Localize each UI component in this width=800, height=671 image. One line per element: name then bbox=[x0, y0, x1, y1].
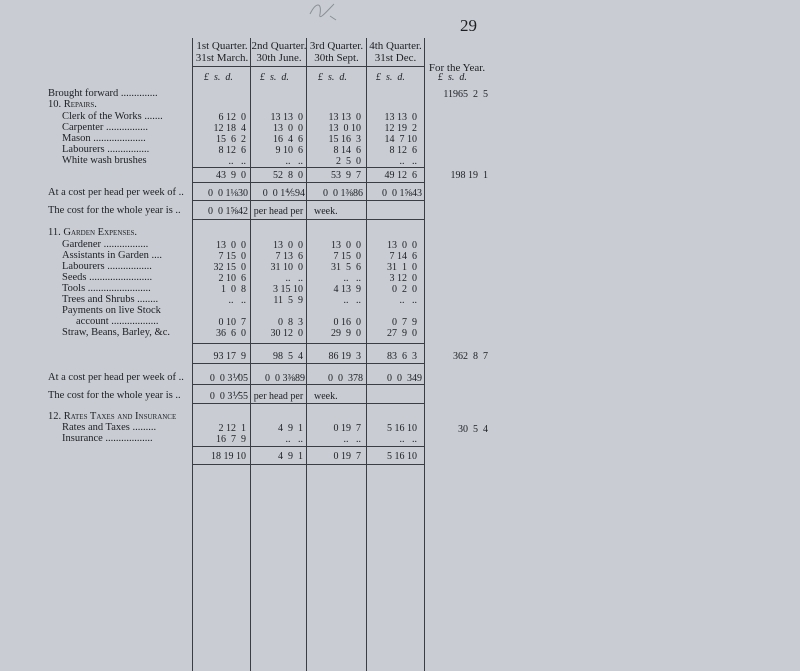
q1-value: 36 6 0 bbox=[216, 328, 246, 339]
column-divider bbox=[192, 38, 193, 671]
q3-value: 0 16 0 bbox=[333, 317, 361, 328]
q4-value: 14 7 10 bbox=[384, 134, 417, 145]
q3-value: 4 13 9 bbox=[333, 284, 361, 295]
note: week. bbox=[314, 391, 338, 402]
q1-value: 8 12 6 bbox=[218, 145, 246, 156]
q1-value: .. .. bbox=[228, 295, 246, 306]
row-label: Assistants in Garden .... bbox=[62, 250, 163, 261]
row-label: Straw, Beans, Barley, &c. bbox=[62, 327, 170, 338]
q2-value: 0 8 3 bbox=[278, 317, 303, 328]
row-label: Tools ........................ bbox=[62, 283, 151, 294]
q4-value: 5 16 10 bbox=[387, 423, 417, 434]
q1-value: 7 15 0 bbox=[218, 251, 246, 262]
q2-value: 13 0 0 bbox=[273, 240, 303, 251]
q2-value: 9 10 6 bbox=[275, 145, 303, 156]
header-rule bbox=[192, 66, 424, 67]
units-q4: £ s. d. bbox=[376, 72, 405, 83]
q3-value: 8 14 6 bbox=[333, 145, 361, 156]
q2-value: 16 4 6 bbox=[273, 134, 303, 145]
row-label: Labourers ................ bbox=[62, 144, 150, 155]
q4-value: 3 12 0 bbox=[389, 273, 417, 284]
q4-total: 49 12 6 bbox=[384, 170, 417, 181]
q2-value: 11 5 9 bbox=[273, 295, 303, 306]
q4-value: 0 2 0 bbox=[392, 284, 417, 295]
row-label: Labourers ................. bbox=[62, 261, 152, 272]
row-label: At a cost per head per week of .. bbox=[48, 372, 184, 383]
note: per head per bbox=[253, 206, 304, 217]
q2-total: 98 5 4 bbox=[273, 351, 303, 362]
q2-value: 3 15 10 bbox=[273, 284, 303, 295]
q4-value: 0 7 9 bbox=[392, 317, 417, 328]
q3-value: 31 5 6 bbox=[331, 262, 361, 273]
units-year: £ s. d. bbox=[438, 72, 467, 83]
note: week. bbox=[314, 206, 338, 217]
q2-value: .. .. bbox=[285, 273, 303, 284]
q1-total: 43 9 0 bbox=[216, 170, 246, 181]
row-label: Mason .................... bbox=[62, 133, 146, 144]
row-label: Brought forward .............. bbox=[48, 88, 158, 99]
year-value: 11965 2 5 bbox=[443, 89, 488, 100]
q2-value: 13 13 0 bbox=[270, 112, 303, 123]
q2-total: 4 9 1 bbox=[278, 451, 303, 462]
q1-value: 0 0 3⅟55 bbox=[209, 391, 248, 402]
q2-total: 52 8 0 bbox=[273, 170, 303, 181]
row-label: Trees and Shrubs ........ bbox=[62, 294, 159, 305]
q1-value: 16 7 9 bbox=[216, 434, 246, 445]
section-heading: 11. Garden Expenses. bbox=[48, 227, 138, 238]
units-q3: £ s. d. bbox=[318, 72, 347, 83]
units-q2: £ s. d. bbox=[260, 72, 289, 83]
row-label: The cost for the whole year is .. bbox=[48, 205, 181, 216]
q3-value: 0 19 7 bbox=[333, 423, 361, 434]
q4-value: .. .. bbox=[399, 295, 417, 306]
q4-value: 13 13 0 bbox=[384, 112, 417, 123]
rule bbox=[192, 403, 424, 404]
pencil-mark-icon bbox=[300, 0, 360, 26]
q1-value: 12 18 4 bbox=[213, 123, 246, 134]
q3-total: 86 19 3 bbox=[328, 351, 361, 362]
q1-value: 2 12 1 bbox=[218, 423, 246, 434]
q2-value: .. .. bbox=[285, 156, 303, 167]
subtotal-rule bbox=[192, 363, 424, 364]
q1-value: 1 0 8 bbox=[221, 284, 246, 295]
year-total: 362 8 7 bbox=[453, 351, 488, 362]
q4-value: .. .. bbox=[399, 434, 417, 445]
q3-value: 0 0 378 bbox=[328, 373, 363, 384]
q1-value: 13 0 0 bbox=[216, 240, 246, 251]
section-heading: 10. Repairs. bbox=[48, 99, 97, 110]
q4-value: 7 14 6 bbox=[389, 251, 417, 262]
q3-value: 7 15 0 bbox=[333, 251, 361, 262]
q1-value: 0 10 7 bbox=[218, 317, 246, 328]
q1-total: 18 19 10 bbox=[211, 451, 246, 462]
rule bbox=[192, 384, 424, 385]
q1-value: 2 10 6 bbox=[218, 273, 246, 284]
q1-value: 0 0 3⅟05 bbox=[209, 373, 248, 384]
row-label: The cost for the whole year is .. bbox=[48, 390, 181, 401]
row-label: Rates and Taxes ......... bbox=[62, 422, 157, 433]
q1-value: 32 15 0 bbox=[213, 262, 246, 273]
q3-value: .. .. bbox=[343, 434, 361, 445]
subtotal-rule bbox=[192, 182, 424, 183]
q1-value: .. .. bbox=[228, 156, 246, 167]
page-number: 29 bbox=[460, 16, 477, 35]
q2-value: 31 10 0 bbox=[270, 262, 303, 273]
q1-value: 15 6 2 bbox=[216, 134, 246, 145]
q3-value: 15 16 3 bbox=[328, 134, 361, 145]
q4-value: 13 0 0 bbox=[387, 240, 417, 251]
row-label: Insurance .................. bbox=[62, 433, 153, 444]
q4-value: 0 0 1⅝43 bbox=[382, 188, 422, 199]
rule bbox=[192, 200, 424, 201]
q3-total: 0 19 7 bbox=[333, 451, 361, 462]
subtotal-rule bbox=[192, 167, 424, 168]
q3-value: 0 0 1⅜86 bbox=[323, 188, 363, 199]
q4-value: .. .. bbox=[399, 156, 417, 167]
q1-value: 0 0 1⅝42 bbox=[208, 206, 248, 217]
row-label: Clerk of the Works ....... bbox=[62, 111, 163, 122]
header-q3: 3rd Quarter. 30th Sept. bbox=[309, 40, 364, 64]
year-total: 198 19 1 bbox=[450, 170, 488, 181]
row-label: At a cost per head per week of .. bbox=[48, 187, 184, 198]
row-label: Payments on live Stock bbox=[62, 305, 161, 316]
q2-value: 13 0 0 bbox=[273, 123, 303, 134]
units-q1: £ s. d. bbox=[204, 72, 233, 83]
header-q1: 1st Quarter. 31st March. bbox=[195, 40, 249, 64]
header-year: For the Year. bbox=[428, 62, 486, 74]
row-label: Carpenter ................ bbox=[62, 122, 149, 133]
q3-total: 53 9 7 bbox=[331, 170, 361, 181]
q3-value: 29 9 0 bbox=[331, 328, 361, 339]
q3-value: 13 0 10 bbox=[328, 123, 361, 134]
row-label: Gardener ................. bbox=[62, 239, 149, 250]
row-label: White wash brushes bbox=[62, 155, 147, 166]
header-q4: 4th Quarter. 31st Dec. bbox=[369, 40, 422, 64]
q2-value: 0 0 1⅘94 bbox=[262, 188, 305, 199]
q2-value: 7 13 6 bbox=[275, 251, 303, 262]
q4-value: 12 19 2 bbox=[384, 123, 417, 134]
q3-value: .. .. bbox=[343, 273, 361, 284]
year-total: 30 5 4 bbox=[458, 424, 488, 435]
q4-total: 83 6 3 bbox=[387, 351, 417, 362]
q1-value: 0 0 1⅛30 bbox=[208, 188, 248, 199]
section-heading: 12. Rates Taxes and Insurance bbox=[48, 411, 177, 422]
q4-value: 31 1 0 bbox=[387, 262, 417, 273]
q4-value: 0 0 349 bbox=[387, 373, 422, 384]
q3-value: .. .. bbox=[343, 295, 361, 306]
q4-total: 5 16 10 bbox=[387, 451, 417, 462]
row-label: account .................. bbox=[76, 316, 159, 327]
header-q2: 2nd Quarter. 30th June. bbox=[251, 40, 307, 64]
q3-value: 2 5 0 bbox=[336, 156, 361, 167]
q4-value: 8 12 6 bbox=[389, 145, 417, 156]
subtotal-rule bbox=[192, 464, 424, 465]
subtotal-rule bbox=[192, 446, 424, 447]
rule bbox=[192, 219, 424, 220]
q3-value: 13 0 0 bbox=[331, 240, 361, 251]
q1-total: 93 17 9 bbox=[213, 351, 246, 362]
q2-value: 4 9 1 bbox=[278, 423, 303, 434]
subtotal-rule bbox=[192, 343, 424, 344]
row-label: Seeds ........................ bbox=[62, 272, 153, 283]
q1-value: 6 12 0 bbox=[218, 112, 246, 123]
q2-value: 0 0 3⅜89 bbox=[265, 373, 305, 384]
q2-value: .. .. bbox=[285, 434, 303, 445]
q3-value: 13 13 0 bbox=[328, 112, 361, 123]
note: per head per bbox=[253, 391, 304, 402]
q4-value: 27 9 0 bbox=[387, 328, 417, 339]
q2-value: 30 12 0 bbox=[270, 328, 303, 339]
